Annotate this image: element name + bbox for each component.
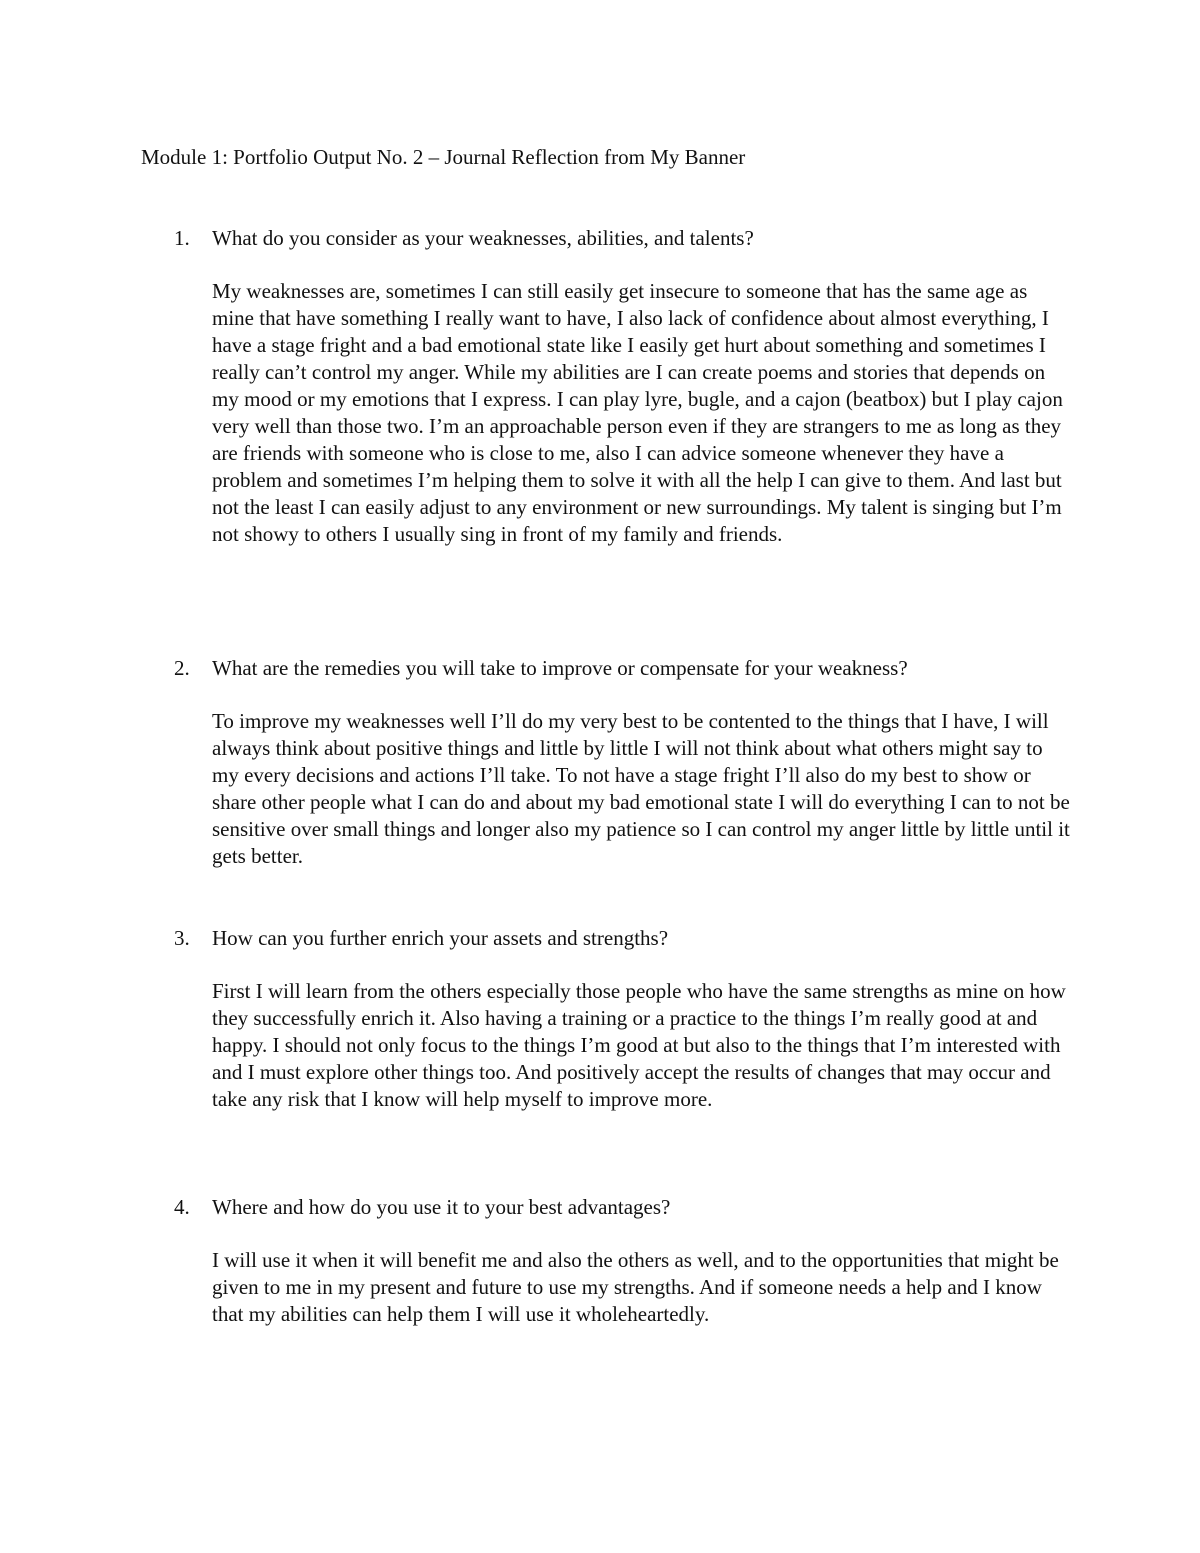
question-text: How can you further enrich your assets and strengths? (212, 926, 669, 950)
question-number: 3. (174, 926, 190, 950)
question-text: What are the remedies you will take to improve or compensate for your weakness? (212, 656, 908, 680)
question-number: 2. (174, 656, 190, 680)
answer-paragraph: First I will learn from the others especially those people who have the same strengths as mine on how they successfully enrich it. Also having a training or a practice to the things I’m really good at and happy. I should not only focus to the things I’m good at but also to the things that I’m interested with and I must explore other things too. And positively accept the results of changes that may occur and take any risk that I know will help myself to improve more. (212, 979, 1066, 1111)
question-number: 1. (174, 226, 190, 250)
question-text: What do you consider as your weaknesses, abilities, and talents? (212, 226, 754, 250)
answer-paragraph: To improve my weaknesses well I’ll do my very best to be contented to the things that I have, I will always think about positive things and little by little I will not think about what others might say to my every decisions and actions I’ll take. To not have a stage fright I’ll also do my best to show or share other people what I can do and about my bad emotional state I will do everything I can to not be sensitive over small things and longer also my patience so I can control my anger little by little until it gets better. (212, 709, 1070, 868)
question-number: 4. (174, 1195, 190, 1219)
answer-paragraph: I will use it when it will benefit me and also the others as well, and to the opportunities that might be given to me in my present and future to use my strengths. And if someone needs a help and I know that my abilities can help them I will use it wholeheartedly. (212, 1248, 1059, 1326)
document-title: Module 1: Portfolio Output No. 2 – Journal Reflection from My Banner (141, 145, 746, 169)
answer-paragraph: My weaknesses are, sometimes I can still easily get insecure to someone that has the same age as mine that have something I really want to have, I also lack of confidence about almost everything, I have a stage fright and a bad emotional state like I easily get hurt about something and sometimes I really can’t control my anger. While my abilities are I can create poems and stories that depends on my mood or my emotions that I express. I can play lyre, bugle, and a cajon (beatbox) but I play cajon very well than those two. I’m an approachable person even if they are strangers to me as long as they are friends with someone who is close to me, also I can advice someone whenever they have a problem and sometimes I’m helping them to solve it with all the help I can give to them. And last but not the least I can easily adjust to any environment or new surroundings. My talent is singing but I’m not showy to others I usually sing in front of my family and friends. (212, 279, 1063, 546)
question-text: Where and how do you use it to your best advantages? (212, 1195, 671, 1219)
